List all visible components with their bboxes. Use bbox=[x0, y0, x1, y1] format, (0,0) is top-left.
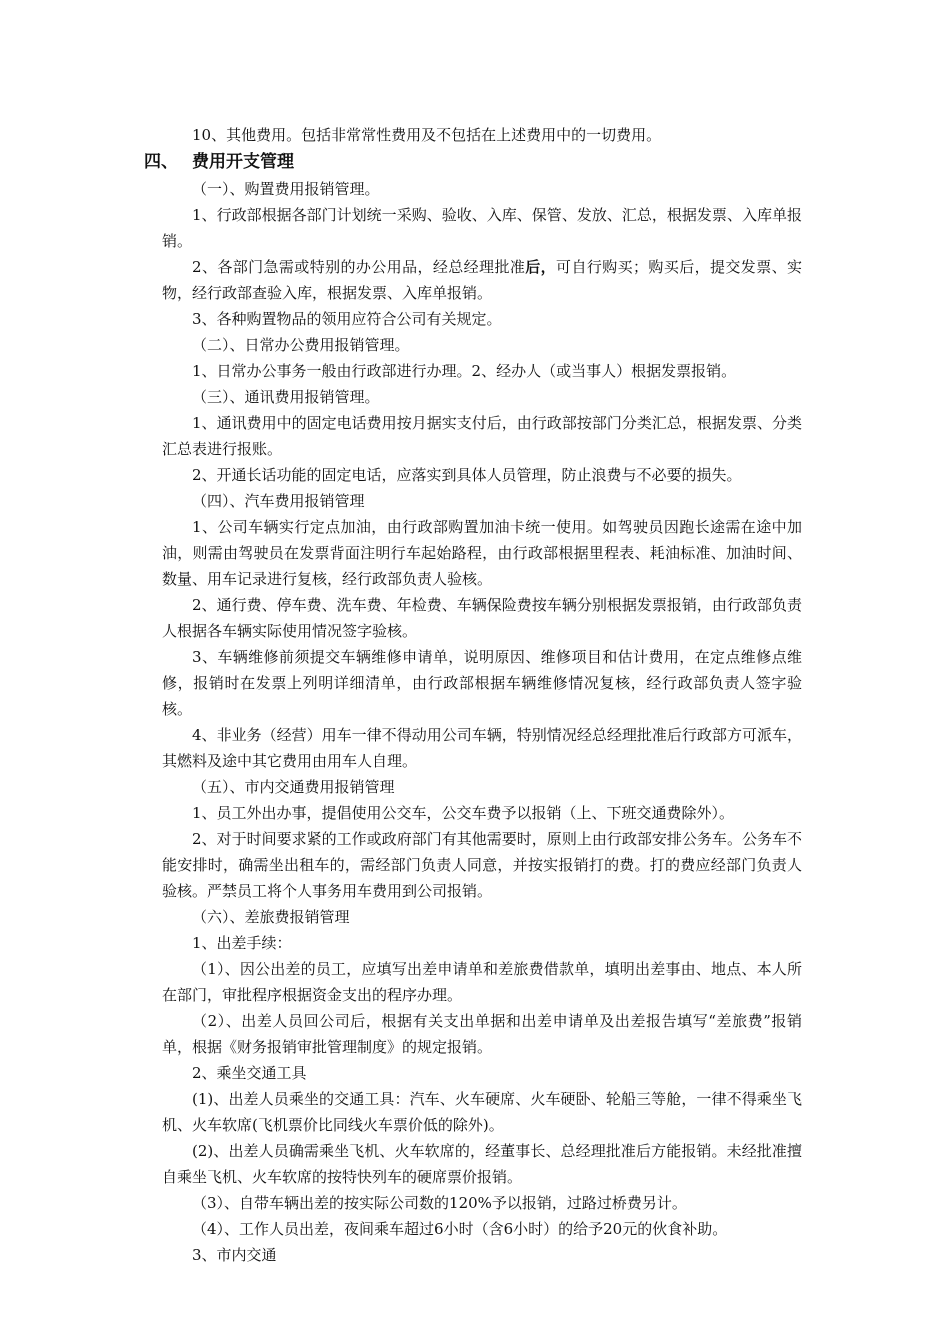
subsection-3-item-1: 1、通讯费用中的固定电话费用按月据实支付后，由行政部按部门分类汇总，根据发票、分类汇总表进行报账。 bbox=[162, 414, 802, 458]
subsection-6-item-1-2: （2）、出差人员回公司后，根据有关支出单据和出差申请单及出差报告填写“差旅费”报销单，根据《财务报销审批管理制度》的规定报销。 bbox=[162, 1012, 802, 1056]
subsection-1-title: （一）、购置费用报销管理。 bbox=[192, 180, 380, 198]
item-2-part-c: 可自行购买；购买后，提交发票、实物，经行政部查验入库，根据发票、入库单报销。 bbox=[162, 258, 802, 302]
document-body bbox=[144, 122, 802, 1268]
subsection-6-item-1-1: （1）、因公出差的员工，应填写出差申请单和差旅费借款单，填明出差事由、地点、本人所在部门，审批程序根据资金支出的程序办理。 bbox=[162, 960, 802, 1004]
section-heading bbox=[144, 148, 802, 176]
item-2-bold: 后， bbox=[525, 258, 557, 276]
subsection-6-title: （六）、差旅费报销管理 bbox=[192, 908, 350, 926]
subsection-6-item-2-2: (2)、出差人员确需乘坐飞机、火车软席的，经董事长、总经理批准后方能报销。未经批准擅自乘坐飞机、火车软席的按特快列车的硬席票价报销。 bbox=[162, 1142, 802, 1186]
subsection-3-title: （三）、通讯费用报销管理。 bbox=[192, 388, 380, 406]
subsection-1-item-3: 3、各种购置物品的领用应符合公司有关规定。 bbox=[192, 310, 502, 328]
subsection-1-item-2 bbox=[162, 254, 802, 306]
subsection-4-item-3: 3、车辆维修前须提交车辆维修申请单，说明原因、维修项目和估计费用，在定点维修点维修，报销时在发票上列明详细清单，由行政部根据车辆维修情况复核，经行政部负责人签字验核。 bbox=[162, 648, 802, 718]
subsection-6-item-2-4: （4）、工作人员出差，夜间乘车超过6小时（含6小时）的给予20元的伙食补助。 bbox=[192, 1220, 728, 1238]
subsection-5-item-2: 2、对于时间要求紧的工作或政府部门有其他需要时，原则上由行政部安排公务车。公务车不能安排时，确需坐出租车的，需经部门负责人同意，并按实报销打的费。打的费应经部门负责人验核。严禁员工将个人事务用车费用到公司报销。 bbox=[162, 830, 802, 900]
subsection-6-item-2: 2、乘坐交通工具 bbox=[192, 1064, 307, 1082]
subsection-6-item-2-1: (1)、出差人员乘坐的交通工具：汽车、火车硬席、火车硬卧、轮船三等舱，一律不得乘坐飞机、火车软席(飞机票价比同线火车票价低的除外)。 bbox=[162, 1090, 802, 1134]
subsection-4-item-4: 4、非业务（经营）用车一律不得动用公司车辆，特别情况经总经理批准后行政部方可派车，其燃料及途中其它费用由用车人自理。 bbox=[162, 726, 802, 770]
item-2-part-a: 2、各部门急需或特别的办公用品，经总经理批准 bbox=[192, 258, 526, 276]
section-title: 费用开支管理 bbox=[192, 152, 294, 172]
subsection-3-item-2: 2、开通长话功能的固定电话，应落实到具体人员管理，防止浪费与不必要的损失。 bbox=[192, 466, 742, 484]
section-number: 四、 bbox=[144, 152, 178, 172]
subsection-5-item-1: 1、员工外出办事，提倡使用公交车，公交车费予以报销（上、下班交通费除外）。 bbox=[192, 804, 735, 822]
subsection-2-item-1: 1、日常办公事务一般由行政部进行办理。2、经办人（或当事人）根据发票报销。 bbox=[192, 362, 737, 380]
subsection-4-item-1: 1、公司车辆实行定点加油，由行政部购置加油卡统一使用。如驾驶员因跑长途需在途中加油，则需由驾驶员在发票背面注明行车起始路程，由行政部根据里程表、耗油标准、加油时间、数量、用车记录进行复核，经行政部负责人验核。 bbox=[162, 518, 802, 588]
subsection-6-item-1: 1、出差手续： bbox=[192, 934, 292, 952]
subsection-4-item-2: 2、通行费、停车费、洗车费、年检费、车辆保险费按车辆分别根据发票报销，由行政部负责人根据各车辆实际使用情况签字验核。 bbox=[162, 596, 802, 640]
subsection-2-title: （二）、日常办公费用报销管理。 bbox=[192, 336, 410, 354]
subsection-4-title: （四）、汽车费用报销管理 bbox=[192, 492, 365, 510]
subsection-5-title: （五）、市内交通费用报销管理 bbox=[192, 778, 395, 796]
subsection-6-item-2-3: （3）、自带车辆出差的按实际公司数的120%予以报销，过路过桥费另计。 bbox=[192, 1194, 687, 1212]
subsection-6-item-3: 3、市内交通 bbox=[192, 1246, 277, 1264]
subsection-1-item-1: 1、行政部根据各部门计划统一采购、验收、入库、保管、发放、汇总，根据发票、入库单报销。 bbox=[162, 206, 802, 250]
paragraph-other-expenses: 10、其他费用。包括非常常性费用及不包括在上述费用中的一切费用。 bbox=[192, 126, 662, 144]
